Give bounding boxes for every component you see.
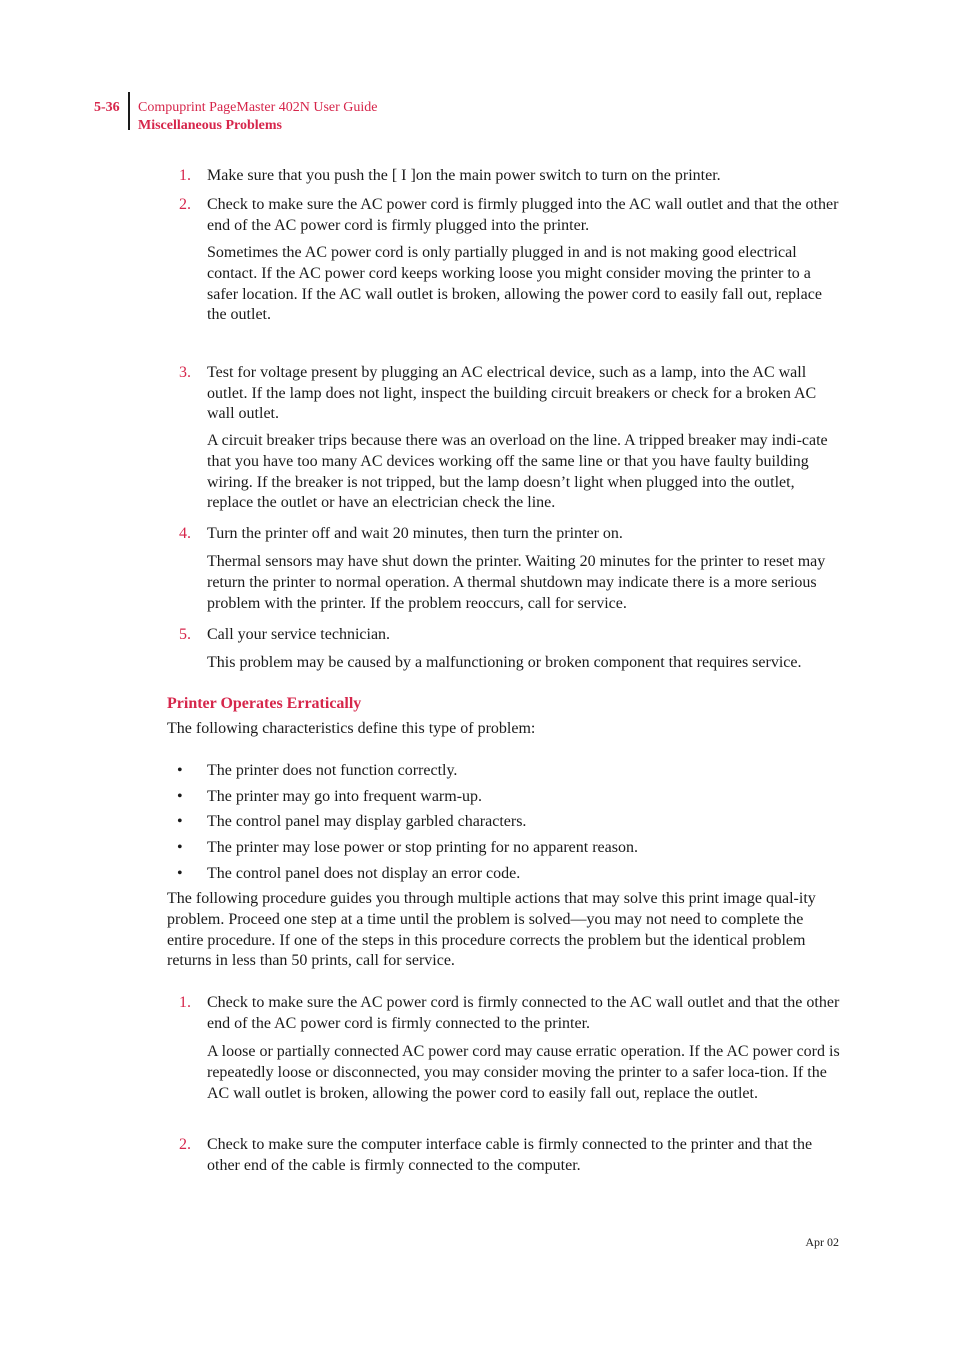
section-intro: The following characteristics define this type of problem: [167, 720, 536, 737]
bullet-text: The printer may lose power or stop printing for no apparent reason. [207, 839, 638, 856]
procedure-paragraph: The following procedure guides you through multiple actions that may solve this print image qual-ity problem. Proceed one step at a time until the problem is solved—you may not need to complete the entire procedure. If one of the steps in this procedure corrects the problem but the identical problem returns in less than 50 prints, call for service. [167, 890, 816, 970]
section-heading: Printer Operates Erratically [167, 695, 362, 712]
step-note: Thermal sensors may have shut down the printer. Waiting 20 minutes for the printer to reset may return the printer to normal operation. A thermal shutdown may indicate there is a more serious problem with the printer. If the problem reoccurs, call for service. [207, 553, 826, 612]
bullet-text: The control panel does not display an error code. [207, 865, 521, 882]
step-number: 5. [179, 626, 191, 643]
step-text: Check to make sure the AC power cord is firmly plugged into the AC wall outlet and that the other end of the AC power cord is firmly plugged into the printer. [207, 196, 839, 234]
bullet-marker: • [177, 788, 183, 805]
guide-title: Compuprint PageMaster 402N User Guide [138, 100, 378, 115]
step-text: Call your service technician. [207, 626, 391, 643]
bullet-marker: • [177, 865, 183, 882]
bullet-text: The printer may go into frequent warm-up. [207, 788, 483, 805]
step-number: 4. [179, 525, 191, 542]
section-name: Miscellaneous Problems [138, 118, 283, 133]
step-note: This problem may be caused by a malfunctioning or broken component that requires service. [207, 654, 802, 671]
step-number: 2. [179, 196, 191, 213]
step-note: Sometimes the AC power cord is only partially plugged in and is not making good electrical contact. If the AC power cord keeps working loose you might consider moving the printer to a safer location. If the AC wall outlet is broken, allowing the power cord to easily fall out, replace the outlet. [207, 244, 822, 324]
step-text: Make sure that you push the [ I ]on the main power switch to turn on the printer. [207, 167, 721, 184]
page-number: 5-36 [94, 100, 120, 115]
step-number: 1. [179, 167, 191, 184]
header-divider [128, 92, 130, 130]
step-text: Check to make sure the AC power cord is firmly connected to the AC wall outlet and that the other end of the AC power cord is firmly connected to the printer. [207, 994, 840, 1032]
step-number: 3. [179, 364, 191, 381]
bullet-marker: • [177, 839, 183, 856]
step-number: 2. [179, 1136, 191, 1153]
bullet-marker: • [177, 813, 183, 830]
step-note: A circuit breaker trips because there was an overload on the line. A tripped breaker may indi-cate that you have too many AC devices working off the same line or that you have faulty building wiring. If the breaker is not tripped, but the lamp doesn’t light when plugged into the outlet, replace the outlet or have an electrician check the line. [207, 432, 828, 512]
step-note: A loose or partially connected AC power cord may cause erratic operation. If the AC power cord is repeatedly loose or disconnected, you may consider moving the printer to a safer loca-tion. If the AC wall outlet is broken, allowing the power cord to easily fall out, replace the outlet. [207, 1043, 840, 1102]
step-number: 1. [179, 994, 191, 1011]
step-text: Test for voltage present by plugging an AC electrical device, such as a lamp, into the AC wall outlet. If the lamp does not light, inspect the building circuit breakers or check for a broken AC wall outlet. [207, 364, 817, 422]
bullet-marker: • [177, 762, 183, 779]
step-text: Check to make sure the computer interface cable is firmly connected to the printer and that the other end of the cable is firmly connected to the computer. [207, 1136, 813, 1174]
bullet-text: The control panel may display garbled characters. [207, 813, 527, 830]
bullet-text: The printer does not function correctly. [207, 762, 458, 779]
step-text: Turn the printer off and wait 20 minutes, then turn the printer on. [207, 525, 623, 542]
footer-date: Apr 02 [805, 1235, 839, 1249]
